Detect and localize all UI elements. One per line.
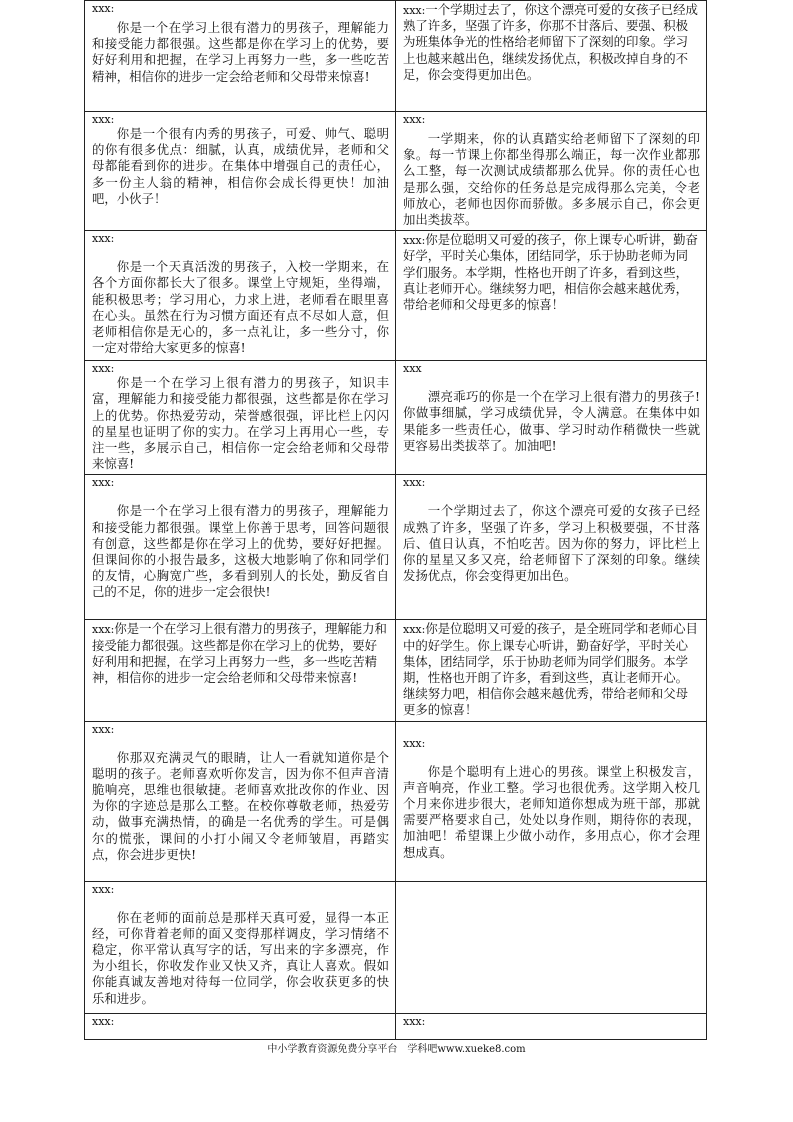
student-label: xxx:: [403, 736, 426, 750]
comment-cell: [85, 721, 396, 881]
student-label: xxx:: [92, 113, 115, 126]
comment-cell: [85, 881, 396, 1013]
student-label: xxx:: [92, 623, 115, 637]
comment-text: 你是个聪明有上进心的男孩。课堂上积极发言，声音响亮，作业工整。学习也很优秀。这学期入校几个月来你进步很大，老师知道你想成为班干部，那就需要严格要求自己，处处以身作则，期待你的表现，加油吧！希望课上少做小动作，多用点心，你才会理想成真。: [403, 763, 700, 860]
table-row: [85, 881, 707, 1013]
student-label: xxx:: [92, 2, 115, 15]
comment-text: 你是位聪明又可爱的孩子，是全班同学和老师心目中的好学生。你上课专心听讲，勤奋好学，平时关心集体，团结同学，乐于协助老师为同学们服务。本学期，性格也开朗了许多，看到这些，真让老师开心。继续努力吧，相信你会越来越优秀，带给老师和父母更多的惊喜！: [403, 621, 698, 718]
comment-cell: [85, 361, 396, 475]
student-label: xxx:: [92, 722, 115, 736]
comment-cell: [85, 112, 396, 231]
comment-text: 一学期来，你的认真踏实给老师留下了深刻的印象。每一节课上你都坐得那么端正，每一次作业都那么工整，每一次测试成绩都那么优异。你的责任心也是那么强，交给你的任务总是完成得那么完美，令老师放心，老师也因你而骄傲。多多展示自己，你会更加出类拔萃。: [403, 131, 700, 228]
student-label: xxx:: [403, 623, 426, 637]
comments-table: [84, 0, 707, 1040]
table-row: [85, 112, 707, 231]
comment-text: 漂亮乖巧的你是一个在学习上很有潜力的男孩子!你做事细腻，学习成绩优异，令人满意。在集体中如果能多一些责任心，做事、学习时动作稍微快一些就更容易出类拔萃了。加油吧!: [403, 389, 700, 453]
student-label: xxx:: [403, 113, 426, 126]
student-label: xxx:: [403, 1014, 426, 1028]
comment-text: 你那双充满灵气的眼睛，让人一看就知道你是个聪明的孩子。老师喜欢听你发言，因为你不但声音清脆响亮，思维也很敏捷。老师喜欢批改你的作业、因为你的字迹总是那么工整。在校你尊敬老师，热爱劳动，做事充满热情，的确是一名优秀的学生。可是偶尔的慌张，课间的小打小闹又令老师皱眉，再踏实点，你会进步更快!: [92, 749, 389, 862]
comment-cell: [85, 231, 396, 361]
comment-cell: [85, 475, 396, 620]
student-label: xxx:: [403, 234, 426, 248]
table-row: [85, 231, 707, 361]
comment-text: 一个学期过去了，你这个漂亮可爱的女孩子已经成熟了许多，坚强了许多，你那不甘落后、要强、积极为班集体争光的性格给老师留下了深刻的印象。学习上也越来越出色，继续发扬优点，积极改掉自身的不足，你会变得更加出色。: [403, 2, 698, 82]
table-row: [85, 721, 707, 881]
empty-cell: [396, 881, 707, 1013]
comment-cell: [396, 361, 707, 475]
table-row: [85, 1, 707, 112]
comment-text: 你是一个在学习上很有潜力的男孩子，知识丰富，理解能力和接受能力都很强，这些都是你在学习上的优势。你热爱劳动，荣誉感很强，评比栏上闪闪的星星也证明了你的实力。在学习上再用心一些，专注一些，多展示自己，相信你一定会给老师和父母带来惊喜!: [92, 375, 389, 472]
table-row: [85, 620, 707, 721]
student-label: xxx:: [403, 4, 426, 17]
comment-cell: [396, 231, 707, 361]
comment-cell: [396, 112, 707, 231]
table-row: [85, 475, 707, 620]
table-row: [85, 361, 707, 475]
comment-cell: [396, 475, 707, 620]
comment-text: 你是位聪明又可爱的孩子，你上课专心听讲，勤奋好学，平时关心集体，团结同学，乐于协助老师为同学们服务。本学期，性格也开朗了许多，看到这些，真让老师开心。继续努力吧，相信你会越来越优秀，带给老师和父母更多的惊喜！: [403, 232, 698, 313]
student-label: xxx:: [92, 882, 115, 896]
student-label: xxx:: [92, 362, 115, 376]
comment-text: 你在老师的面前总是那样天真可爱，显得一本正经，可你背着老师的面又变得那样调皮，学习情绪不稳定，你平常认真写字的话，写出来的字多漂亮，作为小组长，你收发作业又快又齐，真让人喜欢。假如你能真诚友善地对待每一位同学，你会收获更多的快乐和进步。: [92, 909, 389, 1006]
student-label: xxx: [403, 362, 422, 376]
page-footer: 中小学教育资源免费分享平台 学科吧www.xueke8.com: [267, 1044, 526, 1055]
student-label: xxx:: [92, 232, 115, 246]
comment-cell: [85, 620, 396, 721]
comment-cell: [396, 1, 707, 112]
comment-cell: [396, 1013, 707, 1039]
table-row: [85, 1013, 707, 1039]
comment-cell: [396, 721, 707, 881]
comment-text: 你是一个在学习上很有潜力的男孩子，理解能力和接受能力都很强。这些都是你在学习上的优势，要好好利用和把握，在学习上再努力一些，多一些吃苦精神，相信你的进步一定会给老师和父母带来惊喜!: [92, 20, 389, 84]
comment-text: 你是一个天真活泼的男孩子，入校一学期来，在各个方面你都长大了很多。课堂上守规矩，坐得端，能积极思考；学习用心，力求上进，老师看在眼里喜在心头。虽然在行为习惯方面还有点不尽如人意，但老师相信你是无心的，多一点礼让，多一些分寸，你一定对带给大家更多的惊喜!: [92, 259, 389, 356]
comment-cell: [85, 1, 396, 112]
comment-text: 你是一个很有内秀的男孩子，可爱、帅气、聪明的你有很多优点：细腻，认真，成绩优异，老师和父母都能看到你的进步。在集体中增强自己的责任心，多一份主人翁的精神，相信你会成长得更快！加油吧，小伙子！: [92, 126, 389, 206]
student-label: xxx:: [403, 476, 426, 490]
comment-cell: [85, 1013, 396, 1039]
comment-text: 一个学期过去了，你这个漂亮可爱的女孩子已经成熟了许多，坚强了许多，学习上积极要强，不甘落后、值日认真，不怕吃苦。因为你的努力，评比栏上你的星星又多又亮，给老师留下了深刻的印象。继续发扬优点，你会变得更加出色。: [403, 503, 700, 584]
student-label: xxx:: [92, 1014, 115, 1028]
comment-text: 你是一个在学习上很有潜力的男孩子，理解能力和接受能力都很强。课堂上你善于思考，回答问题很有创意，这些都是你在学习上的优势，要好好把握。但课间你的小报告最多，这极大地影响了你和同学们的友情，心胸宽广些，多看到别人的长处，勤反省自己的不足，你的进步一定会很快!: [92, 503, 389, 600]
comment-cell: [396, 620, 707, 721]
student-label: xxx:: [92, 476, 115, 490]
comment-text: 你是一个在学习上很有潜力的男孩子，理解能力和接受能力都很强。这些都是你在学习上的优势，要好好利用和把握，在学习上再努力一些，多一些吃苦精神，相信你的进步一定会给老师和父母带来惊喜!: [92, 621, 387, 686]
